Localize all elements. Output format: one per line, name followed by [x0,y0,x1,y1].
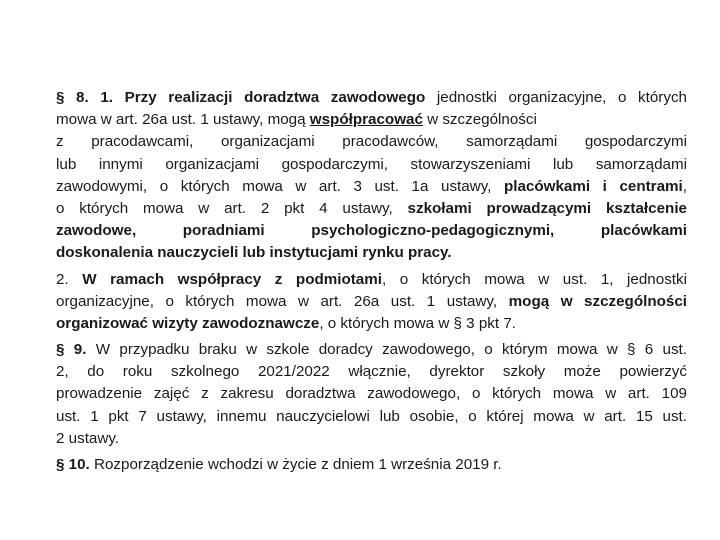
text-line [56,87,687,109]
text-segment: 2, do roku szkolnego 2021/2022 włącznie, dyrektor szkoły może powierzyć [56,363,687,381]
text-line [56,339,687,361]
paragraph [56,454,687,476]
text-segment: , o których mowa w § 3 pkt 7. [319,314,516,332]
text-line [56,269,687,291]
bold-text: organizować wizyty zawodoznawcze [56,314,320,332]
bold-text: mogą w szczególności [508,292,687,310]
text-segment: organizacyjne, o których mowa w art. 26a ust. 1 ustawy, [56,292,509,310]
paragraph [56,269,687,336]
bold-text: placówkami i centrami [503,177,683,195]
text-line [56,291,687,313]
paragraph [56,87,687,265]
text-line [56,383,687,405]
text-segment: prowadzenie zajęć z zakresu doradztwa zawodowego, o których mowa w art. 109 [56,385,687,403]
text-segment: W przypadku braku w szkole doradcy zawodowego, o którym mowa w § 6 ust. [86,341,687,359]
text-line [56,313,687,335]
text-segment: mowa w art. 26a ust. 1 ustawy, mogą [56,111,310,129]
text-line [56,131,687,153]
text-line [56,242,687,264]
text-line [56,154,687,176]
text-segment: , [682,177,687,195]
bold-text: doskonalenia nauczycieli lub instytucjami rynku pracy. [56,244,452,262]
bold-text: szkołami prowadzącymi kształcenie [407,199,687,217]
text-line [56,109,687,131]
text-segment: o których mowa w art. 2 pkt 4 ustawy, [56,199,408,217]
text-segment: jednostki organizacyjne, o których [425,89,687,106]
underlined-text: współpracować [309,111,423,129]
text-segment: z pracodawcami, organizacjami pracodawców, samorządami gospodarczymi [56,133,687,151]
bold-text: § 8. 1. Przy realizacji doradztwa zawodowego [56,89,426,106]
text-segment: lub innymi organizacjami gospodarczymi, stowarzyszeniami lub samorządami [56,155,687,173]
paragraph [56,339,687,450]
document-body [56,87,687,476]
text-segment: , o których mowa w ust. 1, jednostki [381,270,687,288]
text-line [56,361,687,383]
text-line [56,428,687,450]
text-segment: ust. 1 pkt 7 ustawy, innemu nauczycielowi lub osobie, o której mowa w art. 15 ust. [56,407,687,425]
bold-text: zawodowe, poradniami psychologiczno-pedagogicznymi, placówkami [56,222,687,240]
text-segment: 2 ustawy. [56,429,120,447]
text-line [56,176,687,198]
text-segment: w szczególności [422,111,537,129]
text-segment: Rozporządzenie wchodzi w życie z dniem 1 września 2019 r. [89,456,502,473]
bold-text: § 9. [56,341,87,359]
text-segment: zawodowymi, o których mowa w art. 3 ust. 1a ustawy, [56,177,504,195]
text-line [56,220,687,242]
text-line [56,406,687,428]
bold-text: § 10. [56,456,90,473]
text-segment: 2. [56,270,83,288]
bold-text: W ramach współpracy z podmiotami [82,270,382,288]
text-line [56,198,687,220]
text-line [56,454,687,476]
